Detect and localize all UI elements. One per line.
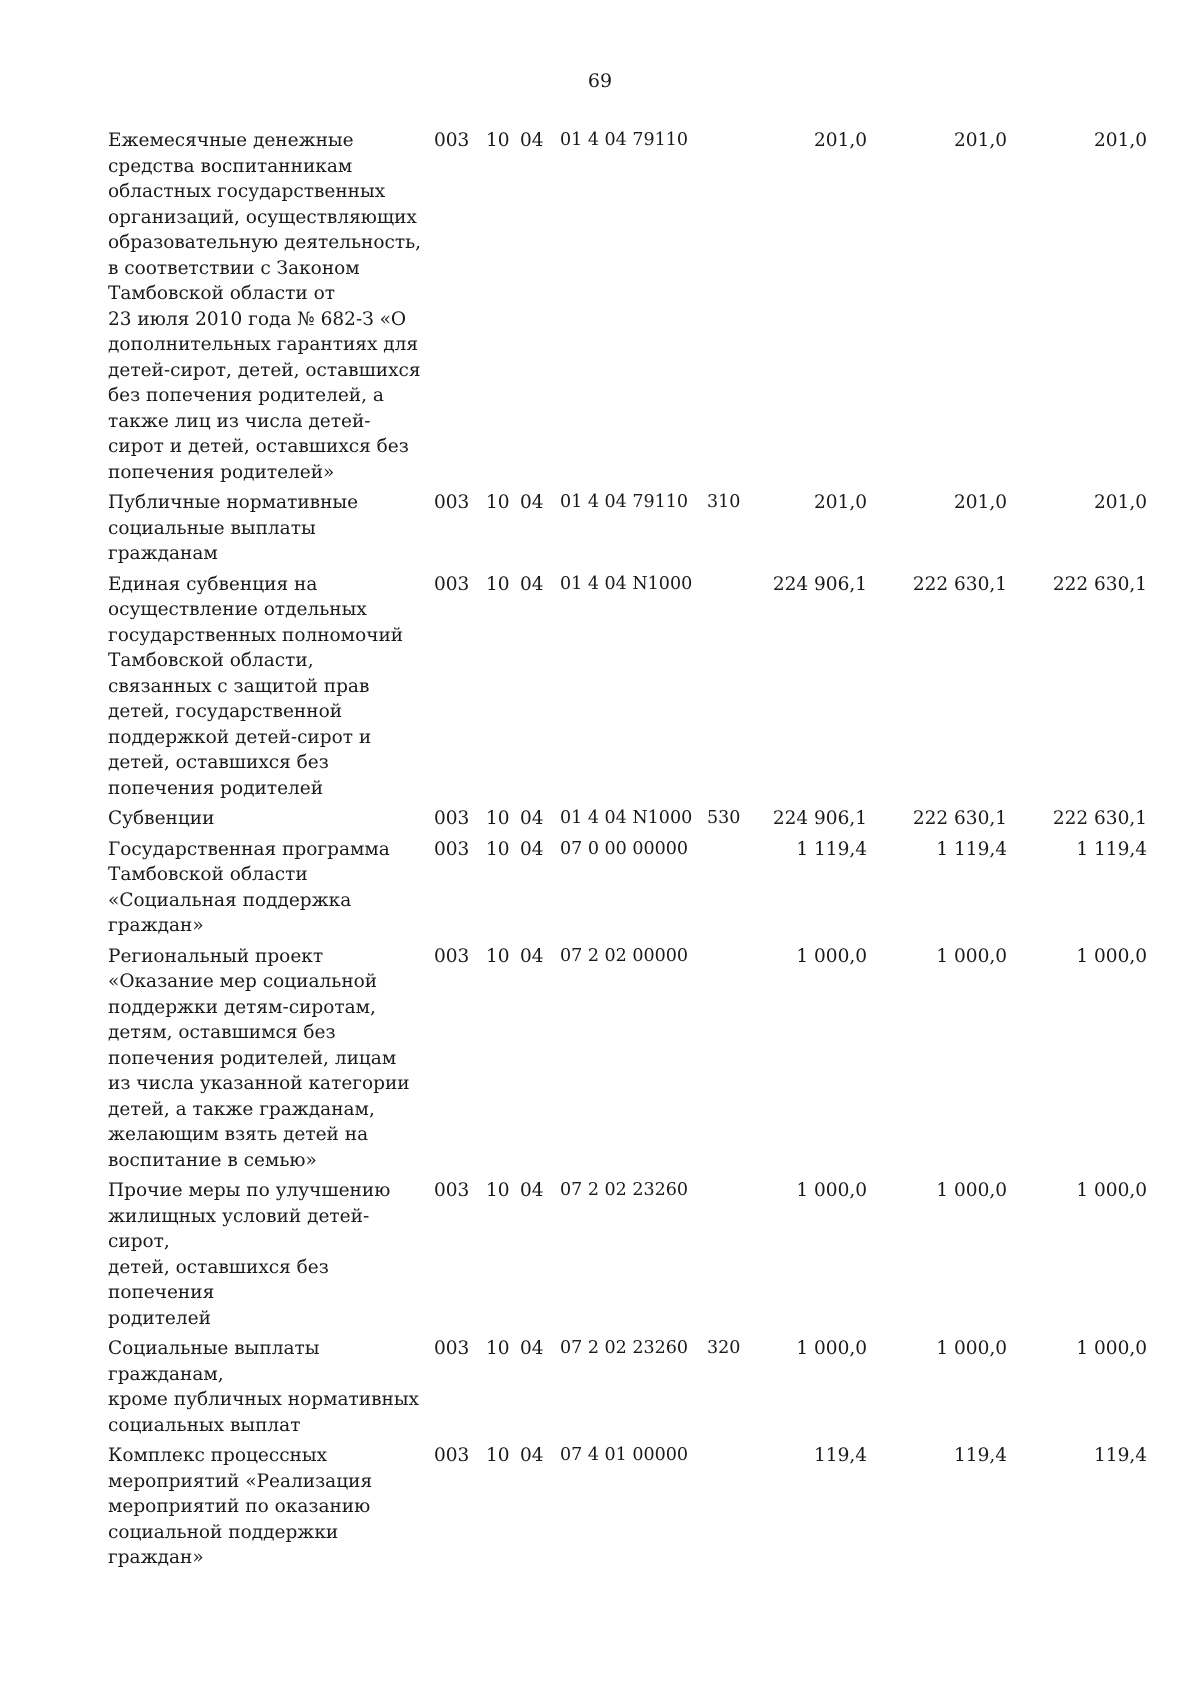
amount-year-2: 201,0 bbox=[954, 130, 1007, 151]
target-article-code: 01 4 04 N1000 bbox=[560, 808, 693, 828]
table-row bbox=[108, 490, 1183, 567]
expense-type-code: 530 bbox=[707, 808, 741, 828]
amount-year-2: 201,0 bbox=[954, 492, 1007, 513]
expense-type-code bbox=[707, 1178, 747, 1331]
row-name-line: Тамбовской области от bbox=[108, 283, 335, 304]
target-article-code: 07 2 02 23260 bbox=[560, 1180, 689, 1200]
row-name-line: государственных полномочий bbox=[108, 624, 404, 646]
row-name-line: Социальные выплаты гражданам, bbox=[108, 1338, 320, 1385]
amount-year-2: 1 000,0 bbox=[936, 1338, 1007, 1359]
amount-year-1: 1 000,0 bbox=[796, 1180, 867, 1201]
ministry-code: 003 bbox=[434, 1338, 470, 1359]
subsection-code: 04 bbox=[520, 1338, 544, 1359]
row-name-line: поддержкой детей-сирот и bbox=[108, 726, 372, 748]
row-name-line: попечения родителей» bbox=[108, 461, 335, 483]
row-name-line: связанных с защитой прав bbox=[108, 675, 370, 697]
row-name-line: попечения родителей, лицам bbox=[108, 1047, 397, 1069]
section-code: 10 bbox=[486, 1180, 510, 1201]
row-name-line: Тамбовской области, bbox=[108, 650, 314, 671]
row-name bbox=[108, 572, 434, 802]
amount-year-3: 1 000,0 bbox=[1076, 945, 1147, 967]
row-name bbox=[108, 806, 434, 832]
row-name-line: сирот и детей, оставшихся без bbox=[108, 436, 409, 457]
row-name-line: Субвенции bbox=[108, 808, 215, 829]
section-code: 10 bbox=[486, 1338, 510, 1359]
row-name bbox=[108, 1336, 434, 1438]
row-name-line: «Оказание мер социальной bbox=[108, 971, 378, 992]
subsection-code: 04 bbox=[520, 492, 544, 513]
subsection-code: 04 bbox=[520, 573, 544, 595]
row-name-line: социальной поддержки граждан» bbox=[108, 1521, 339, 1568]
row-name-line: осуществление отдельных bbox=[108, 599, 367, 620]
target-article-code: 01 4 04 79110 bbox=[560, 492, 689, 512]
table-row bbox=[108, 806, 1183, 832]
table-row bbox=[108, 837, 1183, 939]
expense-type-code bbox=[707, 837, 747, 939]
target-article-code: 07 4 01 00000 bbox=[560, 1445, 689, 1465]
row-name-line: в соответствии с Законом bbox=[108, 257, 360, 279]
ministry-code: 003 bbox=[434, 945, 470, 967]
row-name-line: «Социальная поддержка bbox=[108, 889, 352, 911]
amount-year-3: 201,0 bbox=[1094, 130, 1147, 151]
table-row bbox=[108, 128, 1183, 485]
amount-year-3: 1 119,4 bbox=[1076, 838, 1147, 860]
subsection-code: 04 bbox=[520, 1445, 544, 1466]
table-row bbox=[108, 1336, 1183, 1438]
expense-type-code bbox=[707, 572, 747, 802]
row-name-line: Ежемесячные денежные bbox=[108, 130, 354, 151]
ministry-code: 003 bbox=[434, 838, 470, 860]
row-name-line: областных государственных bbox=[108, 181, 386, 202]
row-name-line: Публичные нормативные bbox=[108, 492, 359, 513]
ministry-code: 003 bbox=[434, 573, 470, 595]
row-name bbox=[108, 1178, 434, 1331]
row-name-line: детей-сирот, детей, оставшихся bbox=[108, 359, 421, 381]
row-name-line: детей, государственной bbox=[108, 701, 343, 722]
amount-year-2: 1 119,4 bbox=[936, 838, 1007, 860]
row-name bbox=[108, 128, 434, 485]
row-name-line: образовательную деятельность, bbox=[108, 232, 422, 253]
expense-type-code bbox=[707, 944, 747, 1174]
row-name bbox=[108, 837, 434, 939]
row-name-line: желающим взять детей на bbox=[108, 1124, 369, 1145]
amount-year-2: 119,4 bbox=[954, 1445, 1007, 1466]
row-name-line: из числа указанной категории bbox=[108, 1073, 410, 1094]
amount-year-1: 119,4 bbox=[814, 1445, 867, 1466]
target-article-code: 01 4 04 79110 bbox=[560, 130, 689, 150]
row-name-line: Прочие меры по улучшению bbox=[108, 1180, 391, 1201]
row-name-line: организаций, осуществляющих bbox=[108, 206, 417, 228]
target-article-code: 01 4 04 N1000 bbox=[560, 573, 693, 594]
row-name-line: воспитание в семью» bbox=[108, 1149, 317, 1171]
subsection-code: 04 bbox=[520, 945, 544, 967]
section-code: 10 bbox=[486, 573, 510, 595]
row-name-line: Тамбовской области bbox=[108, 864, 308, 885]
row-name-line: попечения родителей bbox=[108, 777, 324, 799]
row-name-line: поддержки детям-сиротам, bbox=[108, 996, 376, 1018]
section-code: 10 bbox=[486, 1445, 510, 1466]
row-name-line: без попечения родителей, а bbox=[108, 385, 384, 406]
expense-type-code: 310 bbox=[707, 492, 741, 512]
subsection-code: 04 bbox=[520, 808, 544, 829]
amount-year-1: 201,0 bbox=[814, 130, 867, 151]
row-name-line: Государственная программа bbox=[108, 838, 390, 860]
ministry-code: 003 bbox=[434, 1180, 470, 1201]
section-code: 10 bbox=[486, 492, 510, 513]
row-name-line: средства воспитанникам bbox=[108, 155, 353, 177]
target-article-code: 07 0 00 00000 bbox=[560, 838, 689, 859]
amount-year-1: 224 906,1 bbox=[772, 573, 867, 595]
amount-year-3: 222 630,1 bbox=[1052, 808, 1147, 829]
row-name-line: мероприятий по оказанию bbox=[108, 1496, 371, 1517]
expense-type-code: 320 bbox=[707, 1338, 741, 1358]
row-name bbox=[108, 1443, 434, 1571]
row-name-line: Единая субвенция на bbox=[108, 573, 318, 595]
target-article-code: 07 2 02 00000 bbox=[560, 945, 689, 966]
expense-type-code bbox=[707, 128, 747, 485]
amount-year-1: 224 906,1 bbox=[772, 808, 867, 829]
row-name-line: кроме публичных нормативных bbox=[108, 1389, 419, 1410]
amount-year-1: 201,0 bbox=[814, 492, 867, 513]
amount-year-3: 1 000,0 bbox=[1076, 1338, 1147, 1359]
amount-year-3: 201,0 bbox=[1094, 492, 1147, 513]
amount-year-3: 222 630,1 bbox=[1052, 573, 1147, 595]
amount-year-2: 1 000,0 bbox=[936, 945, 1007, 967]
ministry-code: 003 bbox=[434, 492, 470, 513]
row-name-line: социальных выплат bbox=[108, 1414, 301, 1436]
ministry-code: 003 bbox=[434, 808, 470, 829]
row-name bbox=[108, 490, 434, 567]
row-name bbox=[108, 944, 434, 1174]
row-name-line: социальные выплаты гражданам bbox=[108, 517, 316, 564]
amount-year-2: 222 630,1 bbox=[912, 573, 1007, 595]
row-name-line: также лиц из числа детей- bbox=[108, 410, 371, 432]
row-name-line: мероприятий «Реализация bbox=[108, 1470, 373, 1492]
amount-year-1: 1 000,0 bbox=[796, 945, 867, 967]
table-row bbox=[108, 944, 1183, 1174]
amount-year-1: 1 000,0 bbox=[796, 1338, 867, 1359]
row-name-line: детей, оставшихся без bbox=[108, 752, 329, 773]
page-number: 69 bbox=[587, 70, 613, 92]
section-code: 10 bbox=[486, 945, 510, 967]
row-name-line: дополнительных гарантиях для bbox=[108, 334, 419, 355]
row-name-line: граждан» bbox=[108, 915, 204, 936]
row-name-line: детям, оставшимся без bbox=[108, 1022, 336, 1043]
subsection-code: 04 bbox=[520, 130, 544, 151]
table-row bbox=[108, 1443, 1183, 1571]
section-code: 10 bbox=[486, 808, 510, 829]
expense-type-code bbox=[707, 1443, 747, 1571]
budget-table bbox=[108, 128, 1183, 1576]
target-article-code: 07 2 02 23260 bbox=[560, 1338, 689, 1358]
row-name-line: 23 июля 2010 года № 682-З «О bbox=[108, 308, 407, 330]
row-name-line: детей, оставшихся без попечения bbox=[108, 1256, 329, 1303]
ministry-code: 003 bbox=[434, 130, 470, 151]
table-row bbox=[108, 1178, 1183, 1331]
subsection-code: 04 bbox=[520, 1180, 544, 1201]
row-name-line: детей, а также гражданам, bbox=[108, 1098, 375, 1120]
subsection-code: 04 bbox=[520, 838, 544, 860]
row-name-line: Региональный проект bbox=[108, 945, 324, 967]
amount-year-2: 1 000,0 bbox=[936, 1180, 1007, 1201]
row-name-line: жилищных условий детей-сирот, bbox=[108, 1205, 370, 1252]
amount-year-2: 222 630,1 bbox=[912, 808, 1007, 829]
table-row bbox=[108, 572, 1183, 802]
amount-year-3: 119,4 bbox=[1094, 1445, 1147, 1466]
amount-year-3: 1 000,0 bbox=[1076, 1180, 1147, 1201]
row-name-line: Комплекс процессных bbox=[108, 1445, 328, 1466]
ministry-code: 003 bbox=[434, 1445, 470, 1466]
section-code: 10 bbox=[486, 130, 510, 151]
row-name-line: родителей bbox=[108, 1307, 211, 1329]
amount-year-1: 1 119,4 bbox=[796, 838, 867, 860]
section-code: 10 bbox=[486, 838, 510, 860]
